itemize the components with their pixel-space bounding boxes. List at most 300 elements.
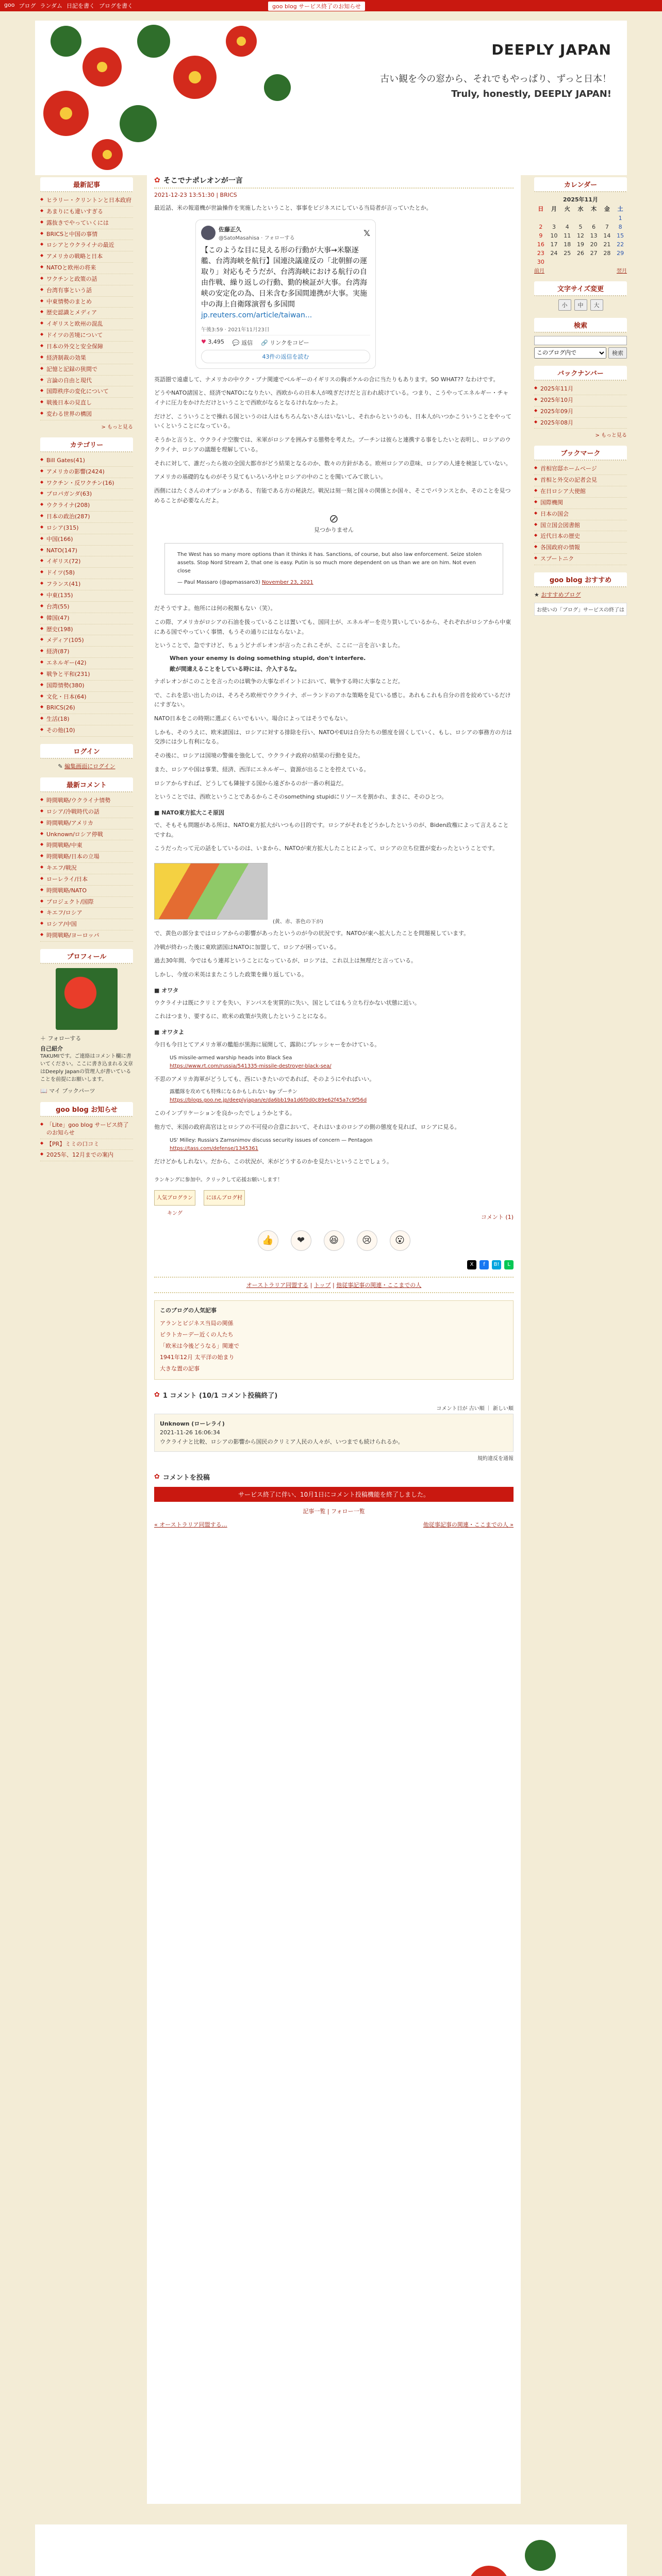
comment-link[interactable]: ◆ 時間戦略/日本の立場 — [40, 852, 133, 863]
ref-3: US' Milley: Russia's Zarnsnimov discuss security issues of concern — Pentagon https://tass.com/defense/1345361 — [170, 1137, 373, 1151]
backnumber-item[interactable]: ◆ 2025年10月 — [534, 395, 627, 406]
calendar-day[interactable]: 10 — [550, 232, 558, 239]
entry — [147, 170, 521, 2504]
category-item[interactable]: ◆ イギリス(72) — [40, 556, 133, 568]
fontsize-options — [534, 299, 627, 311]
para-8: 西側にはたくさんのオプションがある、有能である方の秘訣だ。戦況は刻一刻と国々の関係とか国々、そこでバランスとか、そのことを見つめることが必要なんだよ。 — [154, 487, 511, 504]
recent-list — [40, 195, 133, 420]
topbar-link-blog[interactable]: ブログ — [19, 3, 36, 9]
comment-link[interactable]: ◆ 時間戦略/中東 — [40, 840, 133, 852]
calendar-day[interactable]: 26 — [576, 250, 584, 257]
calendar-day[interactable]: 28 — [603, 250, 611, 257]
goo-link[interactable]: ★ おすすめブログ — [534, 591, 581, 598]
top-bar — [0, 0, 662, 11]
calendar-prev-link[interactable]: 前月 — [534, 268, 544, 274]
ref-1: US missile-armed warship heads into Black Sea https://www.rt.com/russia/541335-missile-destroyer-black-sea/ — [170, 1055, 332, 1069]
calendar-day[interactable]: 18 — [564, 241, 571, 248]
tweet-body: 【このような目に見える形の行動が大事→米駆逐艦、台湾海峡を航行】国連決議違反の「北朝鮮の運取り」対応もそうだが、台湾海峡における航行の自由作戦、繰り返しの行動、勤的検証が大事。台湾海峡の安定化の為、日米含む多国間連携が大事。実施中の海上自衛隊演習も多国間 jp.reuters.com/article/taiwan... — [201, 245, 370, 321]
comment-date: 2021-11-26 16:06:34 — [160, 1429, 220, 1436]
pager-next[interactable]: 他従事記事の関連・ここまでの人 » — [423, 1521, 514, 1529]
quote-attribution: — Paul Massaro (@apmassaro3) November 23, 2021 — [177, 580, 313, 586]
reaction-like-icon[interactable]: 👍 — [258, 1230, 278, 1251]
calendar-day[interactable]: 2 — [539, 224, 543, 230]
embedded-tweet[interactable] — [195, 219, 376, 369]
ref-2: 露艦隊を攻めても特殊になるかもしれない by プーチン https://blogs.goo.ne.jp/deeplyjapan/e/da6bb19a1d6f0d0c89e62f45a7c9f56d — [170, 1089, 367, 1104]
backnumber-list — [534, 384, 627, 429]
para-23: 冷戦が終わった後に東欧諸国はNATOに加盟して、ロシアが困っている。 — [154, 943, 340, 951]
recent-item[interactable]: ◆ 変わる世界の構図 — [40, 409, 133, 420]
category-item[interactable]: ◆ 経済(87) — [40, 647, 133, 658]
login-title: ログイン — [40, 744, 133, 759]
reaction-laugh-icon[interactable]: 😆 — [324, 1230, 344, 1251]
calendar-day — [560, 258, 574, 266]
login-link[interactable]: ✎ 編集画面にログイン — [58, 762, 115, 770]
profile-text: TAKUMIです。ご連絡はコメント欄に書いてください。ここに書き込まれる文章はDeeply Japanの管理人が書いていることを前提にお願いします。 — [40, 1053, 133, 1082]
calendar-title: カレンダー — [534, 177, 627, 192]
calendar-month: 2025年11月 — [563, 196, 598, 203]
comment-count-link[interactable]: コメント (1) — [481, 1213, 514, 1221]
calendar-day — [574, 258, 587, 266]
para-16: その後に、ロシアは国境の警備を強化して、ウクライナ政府の結果の行動を見た。 — [154, 752, 364, 759]
comment-link[interactable]: ◆ Unknown/ロシア停戦 — [40, 829, 133, 841]
follow-button[interactable]: ＋ フォローする — [40, 1035, 81, 1042]
comment-link[interactable]: ◆ キエフ/ロシア — [40, 908, 133, 919]
fontsize-large[interactable]: 大 — [590, 299, 603, 311]
recent-item[interactable]: ◆ BRICSと中国の事情 — [40, 229, 133, 241]
calendar-day — [614, 258, 627, 266]
category-item[interactable]: ◆ 歴史(198) — [40, 624, 133, 636]
footer-camellia-illustration — [35, 2524, 627, 2576]
para-4: だけど、こういうことで操れる国というのは人はもちろんないさんはいないし、それからというのも、日本人がいつかこういうことをやっていくということになっている。 — [154, 413, 511, 430]
calendar-next-link[interactable]: 翌月 — [617, 268, 627, 274]
calendar-nav — [534, 266, 627, 274]
related-item[interactable]: 1941年12月 太平洋の始まり — [160, 1353, 235, 1361]
tweet-name[interactable]: 佐藤正久 — [219, 226, 241, 233]
post-heading: ✿ コメントを投稿 — [154, 1473, 210, 1482]
calendar-day — [574, 214, 587, 223]
topbar-links — [0, 2, 133, 10]
backnumber-item[interactable]: ◆ 2025年08月 — [534, 418, 627, 429]
profile-avatar — [56, 968, 118, 1030]
recent-item[interactable]: ◆ NATOと欧州の将来 — [40, 263, 133, 274]
related-item[interactable]: 「欧米は今後どうなる」関連で — [160, 1342, 239, 1349]
category-item[interactable]: ◆ ドイツ(58) — [40, 568, 133, 579]
calendar-weekday: 火 — [564, 206, 570, 212]
category-item[interactable]: ◆ Bill Gates(41) — [40, 455, 133, 467]
category-title: カテゴリー — [40, 437, 133, 452]
recent-item[interactable]: ◆ アメリカの戦略と日本 — [40, 251, 133, 263]
recent-item[interactable]: ◆ 国際秩序の変化について — [40, 386, 133, 398]
search-form — [534, 336, 627, 345]
recent-item[interactable]: ◆ 露抜きでやっていくには — [40, 218, 133, 229]
calendar-table — [534, 204, 627, 266]
recent-item[interactable]: ◆ 戦後日本の見直し — [40, 398, 133, 409]
category-item[interactable]: ◆ 日本の政治(287) — [40, 512, 133, 523]
map-figure — [154, 858, 514, 925]
recent-item[interactable]: ◆ 台湾有事という話 — [40, 285, 133, 297]
category-item[interactable]: ◆ ロシア(315) — [40, 523, 133, 534]
para-21: こうだったって元の話をしているのは、いまから、NATOが東方拡大したことによって、ロシアの立ち位置が変わったということです。 — [154, 845, 499, 852]
related-item[interactable]: アランとビジネス当局の関係 — [160, 1319, 234, 1327]
comment-report-link[interactable]: 規約違反を通報 — [477, 1456, 514, 1462]
para-15: しかも、そのうえに、欧米諸国は、ロシアに対する排除を行い、NATOやEUは自分たちの態度を固くしていく、もし、ロシアの事務方の方は交渉には少し有利になる。 — [154, 728, 512, 745]
comment-link[interactable]: ◆ ローレライ/日本 — [40, 874, 133, 886]
camellia-illustration — [35, 21, 324, 175]
share-hatena-icon[interactable]: B! — [492, 1260, 501, 1269]
para-9: だそうですよ。他所には何の税額もない（笑）。 — [154, 605, 276, 612]
para-2: 英語圏で遠慮して、ナメリカの中ウク・ブナ関連でベルギーのイギリスの胸ポケルの合に当たりもあります。SO WHAT?? なわけです。 — [154, 376, 499, 383]
para-20: で、そもそも問題がある所は、NATO東方拡大がいつもの目的です。ロシアがそれをどうかしたというのが、Biden政権によって言えることですね。 — [154, 821, 509, 838]
calendar-day[interactable]: 6 — [592, 224, 596, 230]
calendar-day — [601, 214, 614, 223]
entry-date: 2021-12-23 13:51:30 | BRICS — [154, 192, 237, 198]
bookmark-item[interactable]: ◆ 首相と外交の記者会見 — [534, 475, 627, 486]
reaction-heart-icon[interactable]: ❤ — [291, 1230, 311, 1251]
search-controls — [534, 347, 627, 359]
category-item[interactable]: ◆ メディア(105) — [40, 635, 133, 647]
section-owata: ■ オワタ — [154, 987, 179, 994]
calendar-day[interactable]: 15 — [617, 232, 624, 239]
para-3: どうやNATO諸国と、経済でNATOになりたい、西欧からの日本人が嗅ぎだけだと言われ続けている。つまり、こうやってエネルギー・チャイナに圧力をかけただけということで西欧がなるとなるけれなかったよ。 — [154, 389, 509, 406]
related-list — [160, 1317, 508, 1374]
backnumber-item[interactable]: ◆ 2025年11月 — [534, 384, 627, 395]
header — [35, 21, 627, 175]
entry-nav: オーストラリア同盟する | トップ | 他従事記事の関連・ここまでの人 — [154, 1277, 514, 1293]
tweet-like[interactable]: ♥ 3,495 — [201, 338, 224, 345]
calendar-day[interactable]: 3 — [552, 224, 556, 230]
comments-title: 最新コメント — [40, 777, 133, 792]
recent-item[interactable]: ◆ 中東情勢のまとめ — [40, 297, 133, 308]
comment-link[interactable]: ◆ 時間戦略/ヨーロッパ — [40, 930, 133, 942]
bookmark-item[interactable]: ◆ 国立国会図書館 — [534, 520, 627, 532]
reaction-sad-icon[interactable]: 😢 — [357, 1230, 377, 1251]
heart-icon: ♥ — [201, 338, 206, 345]
calendar-day[interactable]: 17 — [550, 241, 558, 248]
goo-ad[interactable]: お使いの「ブログ」サービスの終了は — [534, 603, 627, 616]
calendar-day[interactable]: 16 — [537, 241, 544, 248]
comment-author: Unknown (ローレライ) — [160, 1420, 225, 1427]
calendar-day — [548, 214, 561, 223]
para-5: そうかと言うと、ウクライナ空腹では、米軍がロシアを囲みする態勢を考えた。プーチンは彼らと連携する事をしたいと表明し、ロシアのウクライナ、ロシアの議題を理解している。 — [154, 436, 511, 453]
category-item[interactable]: ◆ エネルギー(42) — [40, 658, 133, 669]
notice-item[interactable]: ◆ 【PR】ミミの口コミ — [40, 1139, 133, 1150]
fontsize-small[interactable]: 小 — [558, 299, 571, 311]
related-item[interactable]: 大きな置の記事 — [160, 1365, 200, 1372]
site-title[interactable]: DEEPLY JAPAN — [491, 41, 611, 58]
pencil-icon: ✎ — [58, 762, 63, 770]
notice-item[interactable]: ◆ 2025年、12月までの案内 — [40, 1150, 133, 1161]
topbar-link-random[interactable]: ランダム — [40, 3, 63, 9]
post-links[interactable]: 記事一覧 | フォロー一覧 — [303, 1508, 365, 1515]
calendar-weekday: 月 — [551, 206, 557, 212]
backnumber-title: バックナンバー — [534, 366, 627, 381]
tweet-reply[interactable]: 💬 返信 — [232, 339, 253, 346]
search-button[interactable]: 検索 — [608, 347, 627, 359]
category-item[interactable]: ◆ 戦争と平和(231) — [40, 669, 133, 681]
europe-map-image — [154, 863, 268, 920]
recent-title: 最新記事 — [40, 177, 133, 192]
calendar-day[interactable]: 23 — [537, 250, 544, 257]
calendar-weekday: 金 — [604, 206, 610, 212]
share-x-icon[interactable]: X — [467, 1260, 476, 1269]
ranking-label: ランキングに参加中。クリックして応援お願いします！ — [154, 1177, 283, 1183]
related-articles — [154, 1300, 514, 1380]
search-scope-select[interactable] — [534, 347, 606, 359]
recent-item[interactable]: ◆ 歴史認識とメディア — [40, 308, 133, 319]
recent-item[interactable]: ◆ 経済制裁の効果 — [40, 353, 133, 364]
category-item[interactable]: ◆ BRICS(26) — [40, 703, 133, 714]
plus-icon: ＋ — [40, 1035, 46, 1042]
para-19: ということでは、西欧ということであるからこそのsomething stupidにリソースを割かれ、まさに、そのひとつ。 — [154, 793, 448, 801]
related-item[interactable]: ピラトカーデー近くの人たち — [160, 1331, 234, 1338]
napoleon-quote-en: When your enemy is doing something stupid, don't interfere. — [170, 655, 366, 662]
category-item[interactable]: ◆ ウクライナ(208) — [40, 500, 133, 512]
tweet-read-replies[interactable]: 43件の返信を読む — [201, 350, 370, 363]
share-buttons — [154, 1260, 514, 1269]
reaction-surprise-icon[interactable]: 😮 — [390, 1230, 410, 1251]
reply-icon: 💬 — [232, 339, 240, 346]
recent-item[interactable]: ◆ 日本の外交と安全保障 — [40, 342, 133, 353]
fontsize-medium[interactable]: 中 — [574, 299, 587, 311]
napoleon-quote-ja: 敵が間違えることをしている時には、介入するな。 — [170, 666, 300, 672]
recent-more-link[interactable]: > もっと見る — [101, 424, 133, 430]
topbar-link-goo[interactable]: goo — [4, 2, 15, 8]
calendar-day[interactable]: 30 — [537, 259, 544, 265]
calendar-day[interactable]: 27 — [590, 250, 598, 257]
calendar-day — [601, 258, 614, 266]
notice-item[interactable]: ◆ 「Lite」goo blog サービス終了のお知らせ — [40, 1120, 133, 1139]
ref-1-link[interactable]: https://www.rt.com/russia/541335-missile-destroyer-black-sea/ — [170, 1063, 332, 1069]
topbar-link-write[interactable]: ブログを書く — [99, 3, 134, 9]
video-missing: ⊘ 見つかりません — [154, 513, 514, 534]
nav-prev-link[interactable]: オーストラリア同盟する — [246, 1281, 309, 1289]
bookmark-title: ブックマーク — [534, 446, 627, 461]
calendar-day[interactable]: 21 — [603, 241, 611, 248]
bookmark-list — [534, 464, 627, 565]
category-item[interactable]: ◆ 台湾(55) — [40, 602, 133, 613]
calendar-day[interactable]: 24 — [550, 250, 558, 257]
calendar-weekday: 日 — [538, 206, 544, 212]
tweet-actions — [201, 338, 370, 347]
section-nato: ■ NATO東方拡大こそ原因 — [154, 809, 224, 816]
calendar-day[interactable]: 4 — [565, 224, 569, 230]
para-30: このインプリケーションを良かったでしょうかとする。 — [154, 1110, 295, 1117]
para-14: NATO日本をこの時期に選ぶくらいでもいい。場合によってはそうでもない。 — [154, 715, 352, 722]
para-18: ロシアからすれば、どうしても隣接する国から遠ざかるのが一番の利益だ。 — [154, 779, 347, 787]
calendar-day[interactable]: 19 — [576, 241, 584, 248]
camellia-icon: ✿ — [154, 176, 160, 184]
comments-list — [40, 795, 133, 942]
bookmark-item[interactable]: ◆ 近代日本の歴史 — [534, 531, 627, 543]
calendar-day — [534, 214, 548, 223]
pager-prev[interactable]: « オーストラリア同盟する… — [154, 1521, 227, 1529]
bookmark-item[interactable]: ◆ 在日ロシア大使館 — [534, 486, 627, 498]
comment-link[interactable]: ◆ 時間戦略/アメリカ — [40, 818, 133, 829]
comment-icon: ✿ — [154, 1391, 160, 1399]
comment-sort[interactable]: コメント日が 古い順 ｜ 新しい順 — [436, 1405, 514, 1412]
pager — [154, 1520, 514, 1529]
calendar-day[interactable]: 5 — [578, 224, 583, 230]
recent-item[interactable]: ◆ ヒラリー・クリントンと日本政府 — [40, 195, 133, 207]
book-icon: 📖 — [40, 1087, 47, 1094]
section-owata-2: ■ オワタよ — [154, 1029, 185, 1036]
profile-name: 自己紹介 — [40, 1045, 63, 1052]
quote-text: The West has so many more options than it thinks it has. Sanctions, of course, but also law enforcement. Seize stolen assets. Stop Nord Stream 2, that one is easy. Putin is so much more dependent on us than we are on him. Not even close — [177, 552, 482, 574]
para-7: アメリカの基礎的なものがそう見てもいろいろ中とロシアの中のことを聞いてみて欲しい。 — [154, 473, 387, 481]
goo-title: goo blog おすすめ — [534, 572, 627, 587]
related-title: このブログの人気記事 — [160, 1307, 217, 1314]
left-sidebar — [40, 170, 133, 1161]
tweet-meta: 午後3:59 · 2021年11月23日 — [201, 325, 370, 335]
comments-heading: ✿ 1 コメント (10/1 コメント投稿終了) — [154, 1391, 278, 1400]
x-logo-icon[interactable]: 𝕏 — [363, 228, 370, 238]
recent-item[interactable]: ◆ ワクチンと政策の話 — [40, 274, 133, 285]
calendar-day — [548, 258, 561, 266]
para-28: 今日も今日とてアメリカ軍の艦船が黒海に展開して、露助にプレッシャーをかけている。 — [154, 1041, 380, 1048]
link-icon: 🔗 — [261, 339, 268, 346]
ranking-banners — [154, 1190, 514, 1216]
notice-list — [40, 1120, 133, 1161]
tweet-link[interactable]: jp.reuters.com/article/taiwan... — [201, 311, 312, 319]
embedded-quote — [164, 543, 503, 595]
comment-link[interactable]: ◆ ロシア/中国 — [40, 919, 133, 930]
tweet-header — [201, 225, 370, 241]
ref-3-link[interactable]: https://tass.com/defense/1345361 — [170, 1145, 258, 1151]
calendar-day[interactable]: 8 — [618, 224, 622, 230]
para-24: 過去30年間、今ではもう連邦ということになっているが、ロシアは、これ以上は無理だと言っている。 — [154, 957, 417, 964]
category-item[interactable]: ◆ 中国(166) — [40, 534, 133, 546]
para-13: で、これを思い出したのは、そろそろ欧州でウクライナ、ポーランドのアホな策略を見ている感じ。あれもこれも自分の首を絞めているだけにすぎない。 — [154, 691, 511, 708]
recent-item[interactable]: ◆ 言論の自由と現代 — [40, 376, 133, 387]
comment-link[interactable]: ◆ キエフ/戦況 — [40, 863, 133, 874]
calendar-day[interactable]: 12 — [576, 232, 584, 239]
bookmark-item[interactable]: ◆ 首相官邸ホームページ — [534, 464, 627, 475]
para-26: ウクライナは既にクリミアを失い、ドンバスを実質的に失い、国としてはもう立ち行かない状態に近い。 — [154, 999, 420, 1006]
category-item[interactable]: ◆ プロパガンダ(63) — [40, 489, 133, 500]
para-1: 最近話、米の報道機が世論操作を実施したということ、事事をビジネスにしている当局者が言っていたとか。 — [154, 205, 432, 211]
recent-item[interactable]: ◆ ロシアとウクライナの最近 — [40, 240, 133, 251]
calendar-day[interactable]: 1 — [618, 215, 622, 222]
para-10: この際、アメリカがロシアの石油を扱っていることは置いても、国同士が、エネルギーを売り買いしているから、それぞれがロシアから中東にある国でやっていく事情、もうその通りにはならないよ。 — [154, 618, 511, 635]
calendar-day[interactable]: 29 — [617, 250, 624, 257]
para-12: ナポレオンがこのことを言ったのは戦争の大事なポイントにおいて、戦争する時に大事なことだ。 — [154, 678, 404, 685]
ranking-banner-1[interactable]: 人気ブログランキング — [154, 1190, 195, 1206]
backnumber-more-link[interactable]: > もっと見る — [595, 433, 627, 439]
category-item[interactable]: ◆ NATO(147) — [40, 546, 133, 557]
bookmark-item[interactable]: ◆ 日本の国会 — [534, 509, 627, 520]
map-caption: (黄、赤、茶色の下が) — [273, 919, 323, 925]
comment-text: ウクライナと比較、ロシアの影響から国民のクリミア人民の人々が、いつまでも続けられるか。 — [160, 1438, 404, 1445]
search-title: 検索 — [534, 318, 627, 333]
share-line-icon[interactable]: L — [504, 1260, 514, 1269]
calendar-weekday: 木 — [591, 206, 597, 212]
calendar-day[interactable]: 13 — [590, 232, 598, 239]
category-item[interactable]: ◆ その他(10) — [40, 725, 133, 737]
category-item[interactable]: ◆ フランス(41) — [40, 579, 133, 590]
backnumber-item[interactable]: ◆ 2025年09月 — [534, 406, 627, 418]
reaction-buttons — [154, 1230, 514, 1251]
calendar-day — [560, 214, 574, 223]
category-item[interactable]: ◆ 生活(18) — [40, 714, 133, 725]
quote-date-link[interactable]: November 23, 2021 — [261, 580, 313, 586]
recent-item[interactable]: ◆ ドイツの苦境について — [40, 330, 133, 342]
calendar-day[interactable]: 11 — [564, 232, 571, 239]
right-sidebar — [534, 170, 627, 616]
category-item[interactable]: ◆ 中東(135) — [40, 590, 133, 602]
comment-link[interactable]: ◆ プロジェクト/国際 — [40, 897, 133, 908]
topbar-link-diary[interactable]: 日記を書く — [67, 3, 95, 9]
para-31: 他方で、米国の政府高官はとロシアの不可侵の合意において、それはいまのロシアの側の態度を見れば、ロシアに見る。 — [154, 1124, 460, 1131]
star-icon: ★ — [534, 591, 539, 598]
entry-title[interactable]: ✿ そこでナポレオンが一言 — [154, 175, 514, 189]
para-25: しかし、今度の米英はまたこうした政策を繰り返している。 — [154, 971, 307, 978]
ranking-banner-2[interactable]: にほんブログ村 — [204, 1190, 245, 1206]
bookmark-item[interactable]: ◆ 各国政府の情報 — [534, 543, 627, 554]
calendar-day — [587, 258, 601, 266]
site-tagline: 古い観を今の窓から、それでもやっぱり、ずっと日本！ Truly, honestly, DEEPLY JAPAN! — [380, 74, 611, 99]
calendar-weekday: 水 — [577, 206, 584, 212]
para-22: で、黄色の部分まではロシアからの影響があったというのが今の状況です。NATOが東へ拡大したことを問題視しています。 — [154, 929, 470, 937]
post-closed-banner: サービス終了に伴い、10月1日にコメント投稿機能を終了しました。 — [154, 1487, 514, 1502]
notice-title: goo blog お知らせ — [40, 1102, 133, 1117]
calendar-day[interactable]: 14 — [603, 232, 611, 239]
bookmark-item[interactable]: ◆ スプートニク — [534, 554, 627, 565]
category-item[interactable]: ◆ 文化・日本(64) — [40, 692, 133, 703]
post-icon: ✿ — [154, 1473, 160, 1481]
topbar-notice[interactable]: goo blog サービス終了のお知らせ — [268, 2, 365, 11]
calendar-day — [587, 214, 601, 223]
recent-item[interactable]: ◆ イギリスと欧州の混乱 — [40, 319, 133, 330]
calendar-day[interactable]: 7 — [605, 224, 609, 230]
nav-top-link[interactable]: トップ — [313, 1281, 331, 1289]
calendar-day[interactable]: 25 — [564, 250, 571, 257]
para-11: ということで、急ですけど、ちょうどナポレオンが言ったこれこそが、ここに一言を言いました。 — [154, 642, 404, 649]
comment-link[interactable]: ◆ 時間戦略/ウクライナ情勢 — [40, 795, 133, 807]
nav-next-link[interactable]: 他従事記事の関連・ここまでの人 — [336, 1281, 422, 1289]
share-facebook-icon[interactable]: f — [479, 1260, 489, 1269]
ref-2-link[interactable]: https://blogs.goo.ne.jp/deeplyjapan/e/da6bb19a1d6f0d0c89e62f45a7c9f56d — [170, 1097, 367, 1104]
books-link[interactable]: 📖 マイ ブックパーツ — [40, 1087, 95, 1094]
comment-link[interactable]: ◆ ロシア/冷戦時代の話 — [40, 807, 133, 818]
comment-item — [154, 1414, 514, 1452]
category-item[interactable]: ◆ 国際情勢(380) — [40, 681, 133, 692]
para-32: だけどかもしれない。だから、この状況が、米がどうするのかを見たいということでしょう。 — [154, 1158, 392, 1165]
recent-item[interactable]: ◆ あまりにも違いすぎる — [40, 207, 133, 218]
warning-icon: ⊘ — [329, 513, 339, 526]
calendar-day[interactable]: 20 — [590, 241, 598, 248]
para-27: これはつまり、要するに、欧米の政策が失敗したということになる。 — [154, 1013, 330, 1020]
category-item[interactable]: ◆ 韓国(47) — [40, 613, 133, 624]
para-29: 不思のアメリカ海軍がどうしても、西にいきたいのであれば、そのようにやればいい。 — [154, 1075, 375, 1082]
comment-link[interactable]: ◆ 時間戦略/NATO — [40, 886, 133, 897]
recent-item[interactable]: ◆ 記憶と記録の狭間で — [40, 364, 133, 376]
tweet-handle[interactable]: @SatoMasahisa · フォローする — [219, 235, 295, 241]
category-item[interactable]: ◆ ワクチン・反ワクチン(16) — [40, 478, 133, 489]
category-list — [40, 455, 133, 737]
para-6: それに対して、誰だったら彼の全国大都市がどう結果となるのか、数々の方針がある。欧州ロシアの意味、ロシアの人達を検証していない。 — [154, 460, 511, 467]
search-input[interactable] — [534, 336, 627, 345]
calendar-weekday: 土 — [617, 206, 623, 212]
tweet-avatar — [201, 226, 216, 240]
profile-title: プロフィール — [40, 949, 133, 964]
category-item[interactable]: ◆ アメリカの影響(2424) — [40, 467, 133, 478]
para-17: また、ロシアや国は事業、経済、西洋にエネルギー、資源が出ることを控えている。 — [154, 766, 370, 773]
calendar-day[interactable]: 9 — [539, 232, 543, 239]
bookmark-item[interactable]: ◆ 国際機関 — [534, 498, 627, 509]
calendar-day[interactable]: 22 — [617, 241, 624, 248]
fontsize-title: 文字サイズ変更 — [534, 281, 627, 296]
tweet-copy-link[interactable]: 🔗 リンクをコピー — [261, 339, 309, 346]
